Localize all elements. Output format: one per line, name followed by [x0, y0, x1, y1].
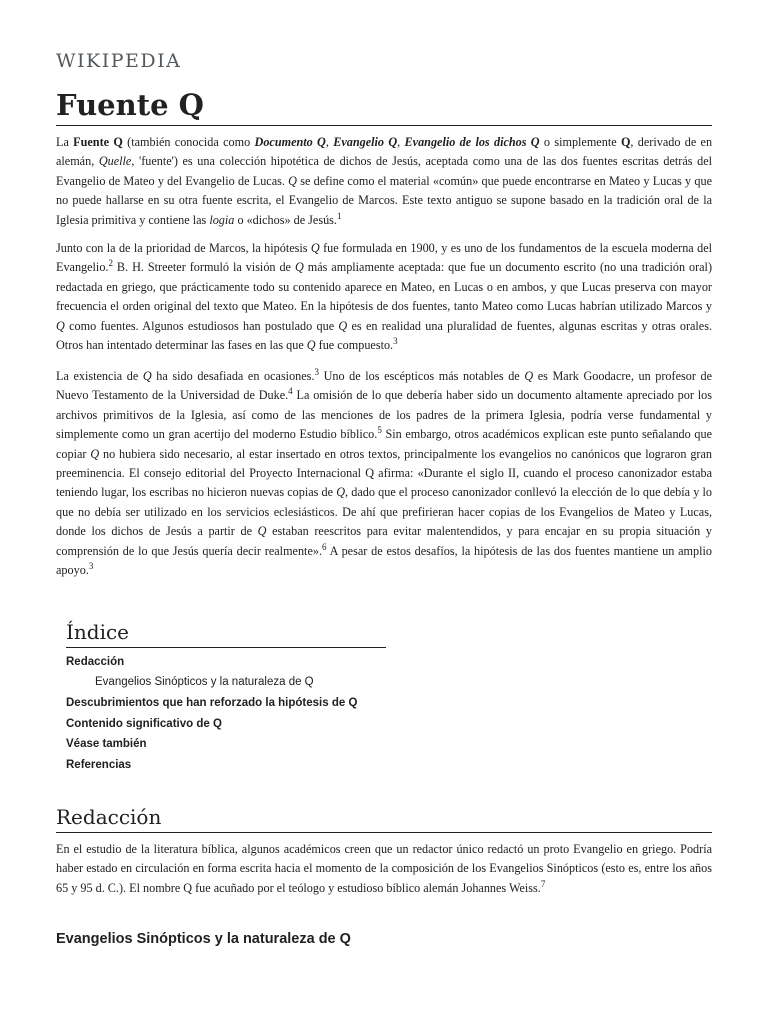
section-heading-evangelios-sinopticos: Evangelios Sinópticos y la naturaleza de Q — [56, 931, 351, 947]
citation-ref[interactable]: 5 — [377, 425, 382, 436]
citation-ref[interactable]: 7 — [540, 878, 546, 889]
citation-ref[interactable]: 3 — [314, 366, 319, 377]
toc-item-descubrimientos[interactable]: Descubrimientos que han reforzado la hipótesis de Q — [66, 696, 358, 709]
toc-item-vease-tambien[interactable]: Véase también — [66, 738, 147, 751]
wikipedia-logo[interactable]: WIKIPEDIA — [56, 50, 182, 72]
toc-item-referencias[interactable]: Referencias — [66, 759, 132, 772]
intro-paragraph-1: La Fuente Q (también conocida como Documento Q, Evangelio Q, Evangelio de los dichos Q o simplemente Q, derivado de en alemán, Quelle, 'fuente') es una colección hipotética de dichos de Jesús, aceptada como una de las dos fuentes escritas detrás del Evangelio de Mateo y del Evangelio de Lucas. Q se define como el material «común» que puede encontrarse en Mateo y Lucas y que no puede hallarse en su otra fuente escrita, el Evangelio de Marcos. Este texto antiguo se supone basado en la tradición oral de la Iglesia primitiva y contiene las logia o «dichos» de Jesús.$^1$ — [56, 135, 713, 227]
citation-ref[interactable]: 3 — [393, 335, 398, 346]
intro-paragraph-3: La existencia de Q ha sido desafiada en ocasiones.$^3$ Uno de los escépticos más notables de Q es Mark Goodacre, un profesor de Nuevo Testamento de la Universidad de Duke.$^4$ La omisión de lo que debería haber sido un documento altamente apreciado por los archivos primitivos de la Iglesia, así como de las menciones de los padres de la primera Iglesia, podría verse fundamental y simplemente como un gran acertijo del moderno Estudio bíblico.$^5$ Sin embargo, otros académicos explican este punto señalando que copiar Q no hubiera sido necesario, al estar insertado en otros textos, principalmente los evangelios no canónicos que lograron gran preeminencia. El consejo editorial del Proyecto Internacional Q afirma: «Durante el siglo II, cuando el proceso canonizador estaba teniendo lugar, los escribas no hicieron nuevas copias de Q, dado que el proceso canonizador conllevó la elección de lo que debía y lo que no debía ser utilizado en los servicios eclesiásticos. De ahí que prefirieran hacer copias de los Evangelios de Mateo y Lucas, donde los dichos de Jesús a partir de Q estaban reescritos para evitar malentendidos, y para encajar en su propia situación y comprensión de lo que Jesús quería decir realmente».$^6$ A pesar de estos desafíos, la hipótesis de las dos fuentes mantiene un amplio apoyo.$^3$ — [56, 366, 713, 578]
citation-ref[interactable]: 1 — [336, 210, 342, 221]
redaccion-paragraph: En el estudio de la literatura bíblica, algunos académicos creen que un redactor único redactó un proto Evangelio en griego. Podría haber estado en circulación en forma escrita hacia el momento de la composición de los Evangelios Sinópticos (esto es, entre los años 65 y 95 d. C.). El nombre Q fue acuñado por el teólogo y estudioso bíblico alemán Johannes Weiss.$^7$ — [56, 842, 712, 895]
page-title: Fuente Q — [56, 86, 712, 126]
section-heading-redaccion: Redacción — [56, 803, 712, 833]
toc-title: Índice — [66, 618, 386, 648]
citation-ref[interactable]: 4 — [288, 386, 293, 397]
intro-paragraph-2: Junto con la de la prioridad de Marcos, la hipótesis Q fue formulada en 1900, y es uno de los fundamentos de la escuela moderna del Evangelio.$^2$ B. H. Streeter formuló la visión de Q más ampliamente aceptada: que fue un documento escrito (no una tradición oral) redactada en griego, que prácticamente todo su contenido aparece en Mateo, en Lucas o en ambos, y que Lucas preserva con mayor frecuencia el orden original del texto que Mateo. En la hipótesis de dos fuentes, tanto Mateo como Lucas habrían utilizado Marcos y Q como fuentes. Algunos estudiosos han postulado que Q es en realidad una pluralidad de fuentes, algunas escritas y otras orales. Otros han intentado determinar las fases en las que Q fue compuesto.$^3$ — [56, 241, 713, 353]
citation-ref[interactable]: 2 — [108, 258, 113, 269]
citation-ref[interactable]: 6 — [322, 541, 327, 552]
citation-ref[interactable]: 3 — [88, 561, 94, 571]
toc-item-redaccion[interactable]: Redacción — [66, 656, 125, 668]
toc-subitem-evangelios-sinopticos[interactable]: Evangelios Sinópticos y la naturaleza de Q — [95, 675, 314, 688]
table-of-contents — [66, 618, 386, 776]
toc-item-contenido-significativo[interactable]: Contenido significativo de Q — [66, 717, 222, 730]
